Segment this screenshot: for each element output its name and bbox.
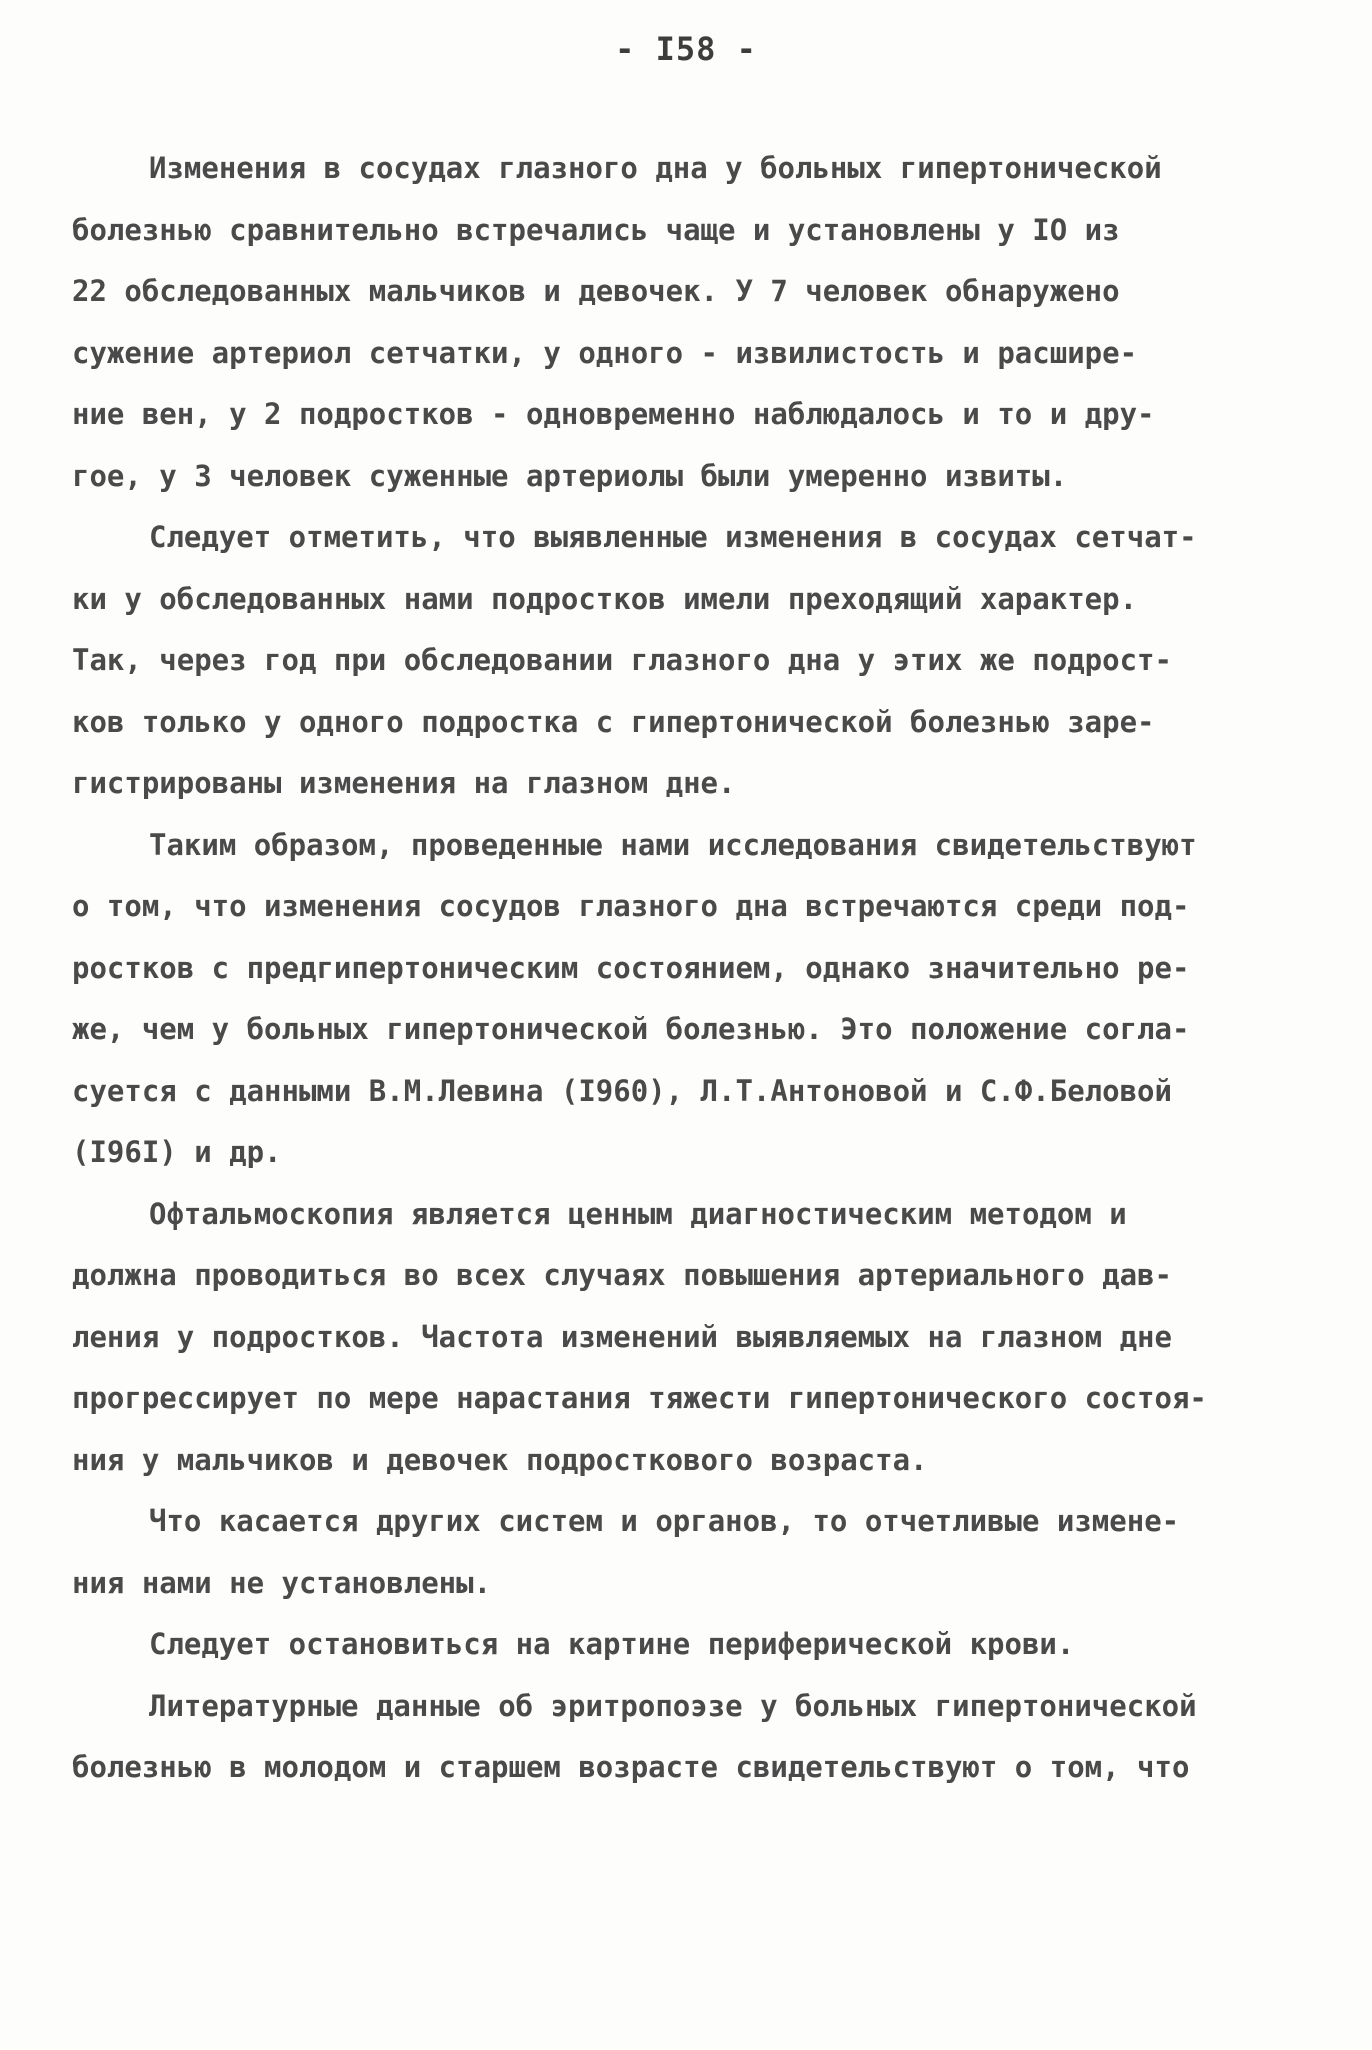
text-line: ков только у одного подростка с гипертонической болезнью заре-	[72, 704, 1155, 739]
paragraph-2	[72, 507, 1292, 815]
page-number: - I58 -	[615, 30, 757, 68]
text-line: ния нами не установлены.	[72, 1565, 492, 1600]
text-line: Офтальмоскопия является ценным диагностическим методом и	[149, 1196, 1127, 1231]
text-line: Таким образом, проведенные нами исследования свидетельствуют	[149, 827, 1197, 862]
text-line: Так, через год при обследовании глазного дна у этих же подрост-	[72, 643, 1172, 677]
text-line: о том, что изменения сосудов глазного дна встречаются среди под-	[72, 889, 1190, 923]
text-line: сужение артериол сетчатки, у одного - извилистость и расшире-	[72, 335, 1138, 370]
text-line: Следует отметить, что выявленные изменения в сосудах сетчат-	[149, 520, 1197, 554]
text-line: суется с данными В.М.Левина (I960), Л.Т.Антоновой и С.Ф.Беловой	[72, 1073, 1172, 1108]
text-line: ния у мальчиков и девочек подросткового возраста.	[72, 1442, 928, 1477]
paragraph-7	[72, 1676, 1292, 1799]
text-line: болезнью сравнительно встречались чаще и установлены у IO из	[72, 212, 1120, 247]
text-line: 22 обследованных мальчиков и девочек. У 7 человек обнаружено	[72, 274, 1120, 308]
text-line: ления у подростков. Частота изменений выявляемых на глазном дне	[72, 1319, 1172, 1354]
text-line: должна проводиться во всех случаях повышения артериального дав-	[72, 1258, 1172, 1292]
text-line: гое, у 3 человек суженные артериолы были умеренно извиты.	[72, 458, 1068, 493]
paragraph-4	[72, 1184, 1292, 1492]
text-line: гистрированы изменения на глазном дне.	[72, 766, 736, 800]
text-line: ростков с предгипертоническим состоянием, однако значительно ре-	[72, 950, 1190, 985]
paragraph-3	[72, 815, 1292, 1184]
paragraph-1	[72, 138, 1292, 507]
text-line: Следует остановиться на картине периферической крови.	[149, 1627, 1075, 1661]
body-text	[72, 138, 1292, 1799]
text-line: же, чем у больных гипертонической болезнью. Это положение согла-	[72, 1012, 1190, 1046]
text-line: ние вен, у 2 подростков - одновременно наблюдалось и то и дру-	[72, 397, 1155, 431]
paragraph-5	[72, 1491, 1292, 1614]
text-line: (I96I) и др.	[72, 1135, 282, 1169]
text-line: Что касается других систем и органов, то отчетливые измене-	[149, 1504, 1180, 1538]
text-line: прогрессирует по мере нарастания тяжести гипертонического состоя-	[72, 1381, 1207, 1415]
text-line: ки у обследованных нами подростков имели преходящий характер.	[72, 581, 1138, 616]
text-line: Изменения в сосудах глазного дна у больных гипертонической	[149, 151, 1162, 185]
paragraph-6	[72, 1614, 1292, 1676]
text-line: болезнью в молодом и старшем возрасте свидетельствуют о том, что	[72, 1750, 1190, 1784]
text-line: Литературные данные об эритропоэзе у больных гипертонической	[149, 1688, 1197, 1723]
